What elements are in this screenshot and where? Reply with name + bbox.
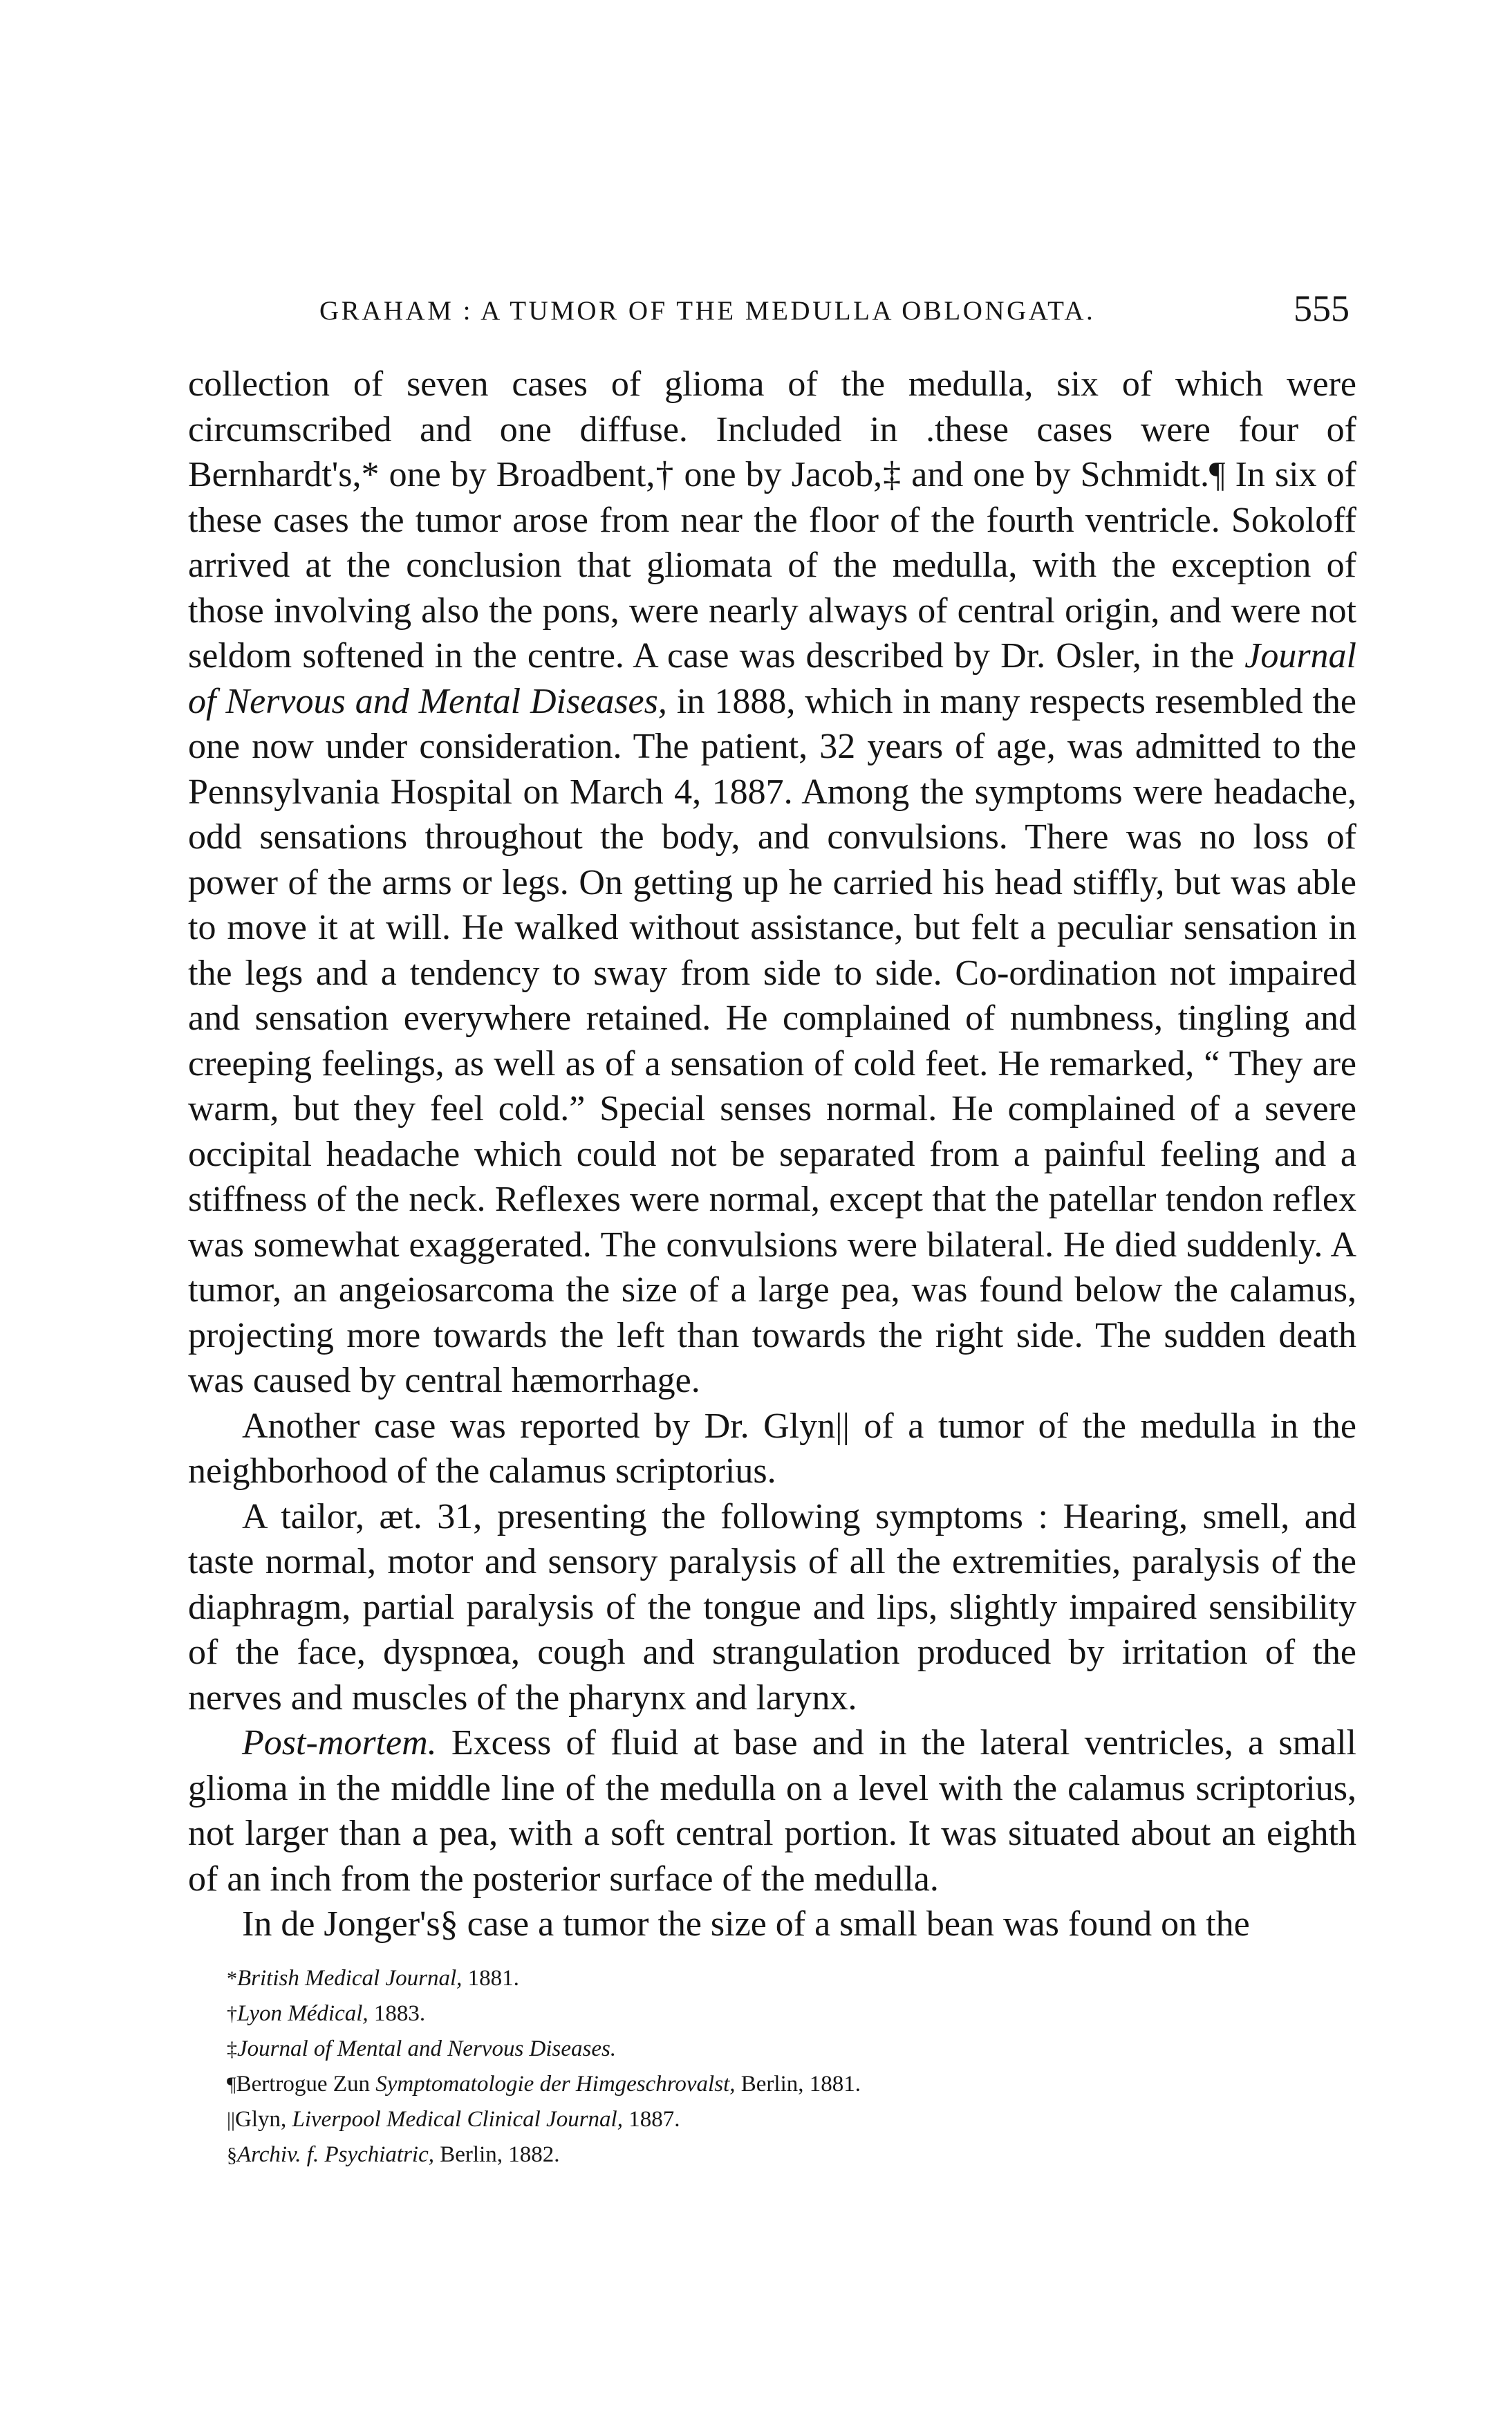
footnote-mark: ‡ xyxy=(227,2037,237,2061)
footnote-mark: ¶ xyxy=(227,2072,236,2096)
footnote-suffix: 1887. xyxy=(622,2106,680,2132)
footnote xyxy=(227,2137,1356,2173)
footnote-suffix: Berlin, 1882. xyxy=(434,2141,560,2167)
footnote-prefix: Glyn, xyxy=(235,2106,292,2132)
footnote-mark: † xyxy=(227,2002,237,2025)
footnote-suffix: Berlin, 1881. xyxy=(735,2071,861,2097)
footnotes xyxy=(227,1961,1356,2173)
footnote xyxy=(227,1961,1356,1996)
footnote-title: Liverpool Medical Clinical Journal, xyxy=(292,2106,623,2132)
paragraph-tailor-case: A tailor, æt. 31, presenting the following symptoms : Hearing, smell, and taste normal, motor and sensory paralysis of all the extremities, paralysis of the diaphragm, partial paralysis of the tongue and lips, slightly impaired sensibility of the face, dyspnœa, cough and strangulation produced by irritation of the nerves and muscles of the pharynx and larynx. xyxy=(188,1496,1356,1718)
paragraph-text: in 1888, which in many respects resembled the one now under consideration. The patient, 32 years of age, was admitted to the Pennsylvania Hospital on March 4, 1887. Among the symptoms were headache, odd sensations throughout the body, and convulsions. There was no loss of power of the arms or legs. On getting up he carried his head stiffly, but was able to move it at will. He walked without assistance, but felt a peculiar sensation in the legs and a tendency to sway from side to side. Co-ordination not impaired and sensation everywhere retained. He complained of numbness, tingling and creeping feelings, as well as of a sensation of cold feet. He remarked, “ They are warm, but they feel cold.” Special senses normal. He complained of a severe occipital headache which could not be separated from a painful feeling and a stiffness of the neck. Reflexes were normal, except that the patellar tendon reflex was somewhat exaggerated. The convulsions were bilateral. He died suddenly. A tumor, an angeiosarcoma the size of a large pea, was found below the calamus, projecting more towards the left than towards the right side. The sudden death was caused by central hæmorrhage. xyxy=(188,681,1356,1400)
footnote-title: Journal of Mental and Nervous Diseases. xyxy=(237,2036,617,2061)
footnote-title: Lyon Médical, xyxy=(237,2000,368,2026)
post-mortem-heading: Post-mortem. xyxy=(242,1723,437,1763)
paragraph-continued xyxy=(188,362,1356,1404)
footnote-mark: § xyxy=(227,2143,237,2166)
footnote xyxy=(227,2032,1356,2067)
footnote xyxy=(227,2067,1356,2102)
footnote-mark: * xyxy=(227,1967,237,1990)
footnote-suffix: 1881. xyxy=(462,1965,519,1991)
footnote-title: Archiv. f. Psychiatric, xyxy=(237,2141,434,2167)
book-page xyxy=(188,273,1356,2348)
running-title: GRAHAM : A TUMOR OF THE MEDULLA OBLONGATA. xyxy=(319,296,1096,326)
paragraph-glyn-case: Another case was reported by Dr. Glyn|| of a tumor of the medulla in the neighborhood of the calamus scriptorius. xyxy=(188,1406,1356,1491)
footnote-mark: || xyxy=(227,2108,236,2131)
paragraph-post-mortem xyxy=(188,1720,1356,1902)
footnote xyxy=(227,1996,1356,2032)
footnote-title: British Medical Journal, xyxy=(237,1965,463,1991)
paragraph-de-jonger-case: In de Jonger's§ case a tumor the size of a small bean was found on the xyxy=(242,1904,1250,1944)
footnote xyxy=(227,2102,1356,2137)
running-head xyxy=(188,273,1356,335)
body-text xyxy=(188,362,1356,1947)
footnote-title: Symptomatologie der Himgeschrovalst, xyxy=(375,2071,736,2097)
journal-title: Journal of Nervous and Mental Diseases, xyxy=(188,636,1356,721)
paragraph-text: collection of seven cases of glioma of the medulla, six of which were circumscribed and one diffuse. Included in .these cases were four of Bernhardt's,* one by Broadbent,† one by Jacob,‡ and one by Schmidt.¶ In six of these cases the tumor arose from near the floor of the fourth ventricle. Sokoloff arrived at the conclusion that gliomata of the medulla, with the exception of those involving also the pons, were nearly always of central origin, and were not seldom softened in the centre. A case was described by Dr. Osler, in the xyxy=(188,364,1356,676)
paragraph-text: Excess of fluid at base and in the lateral ventricles, a small glioma in the middle line of the medulla on a level with the calamus scriptorius, not larger than a pea, with a soft central portion. It was situated about an eighth of an inch from the posterior surface of the medulla. xyxy=(188,1723,1356,1899)
page-number: 555 xyxy=(1294,288,1350,329)
footnote-prefix: Bertrogue Zun xyxy=(236,2071,376,2097)
footnote-suffix: 1883. xyxy=(368,2000,426,2026)
